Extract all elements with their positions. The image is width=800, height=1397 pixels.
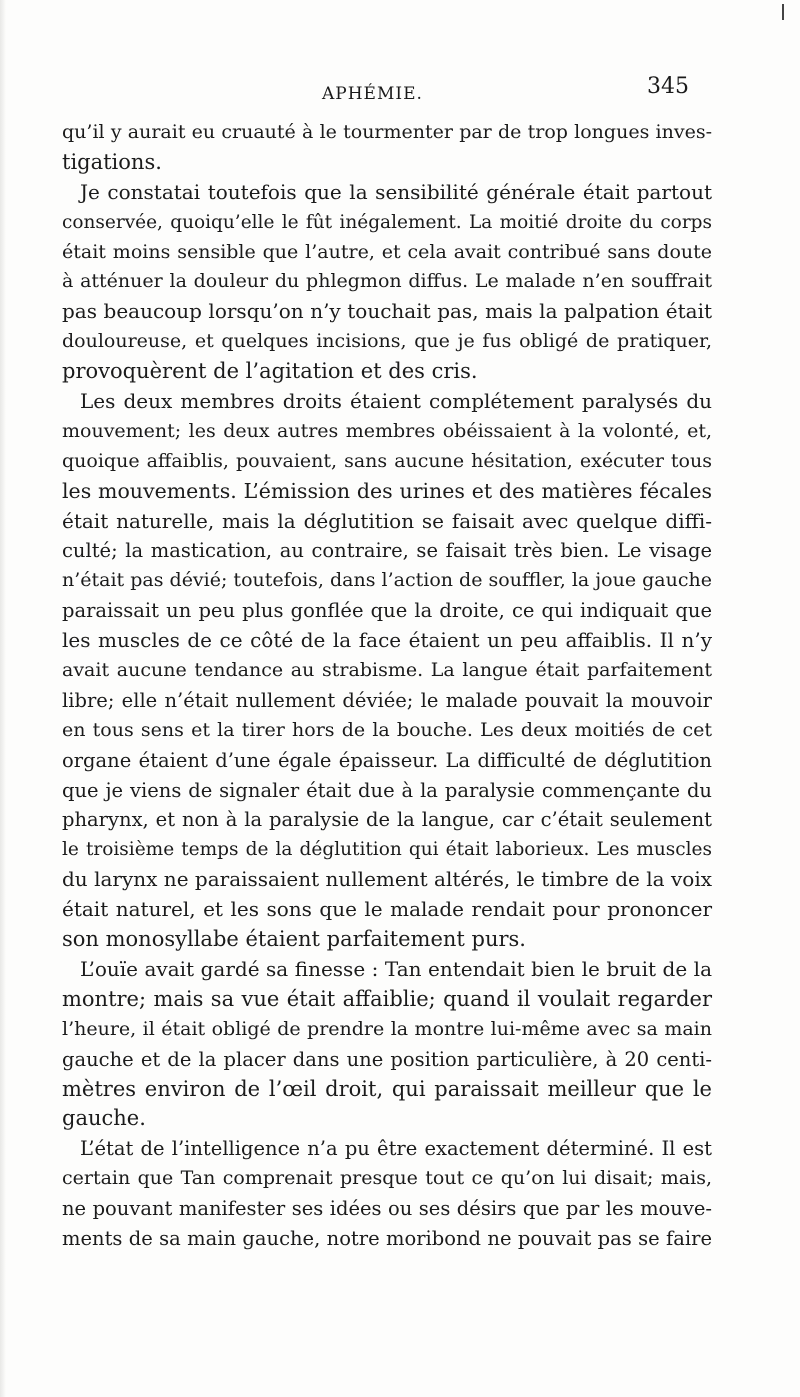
page-edge-shadow — [0, 0, 6, 1397]
text-line: le troisième temps de la déglutition qui était laborieux. Les muscles — [62, 839, 712, 861]
text-line: était naturel, et les sons que le malade rendait pour prononcer — [62, 897, 712, 922]
text-line: tigations. — [62, 149, 162, 174]
text-line: pas beaucoup lorsqu’on n’y touchait pas, mais la palpation était — [62, 299, 712, 324]
text-line: quoique affaiblis, pouvaient, sans aucune hésitation, exécuter tous — [62, 449, 712, 472]
text-line: les muscles de ce côté de la face étaient un peu affaiblis. Il n’y — [62, 628, 712, 653]
text-line: libre; elle n’était nullement déviée; le malade pouvait la mouvoir — [62, 688, 712, 712]
text-line: gauche et de la placer dans une position particulière, à 20 centi- — [62, 1047, 712, 1071]
text-line: que je viens de signaler était due à la paralysie commençante du — [62, 778, 712, 802]
text-line: mètres environ de l’œil droit, qui paraissait meilleur que le — [62, 1076, 712, 1101]
text-line: Les deux membres droits étaient complétement paralysés du — [80, 389, 712, 414]
corner-mark — [782, 4, 784, 20]
text-line: était naturelle, mais la déglutition se faisait avec quelque diffi- — [62, 508, 712, 533]
text-line: paraissait un peu plus gonflée que la droite, ce qui indiquait que — [62, 599, 712, 623]
text-line: montre; mais sa vue était affaiblie; quand il voulait regarder — [62, 986, 712, 1011]
text-line: culté; la mastication, au contraire, se faisait très bien. Le visage — [62, 539, 712, 563]
text-line: qu’il y aurait eu cruauté à le tourmenter par de trop longues inves- — [62, 121, 712, 143]
text-line: douloureuse, et quelques incisions, que je fus obligé de pratiquer, — [62, 330, 712, 353]
text-line: ne pouvant manifester ses idées ou ses désirs que par les mouve- — [62, 1197, 712, 1221]
text-line: mouvement; les deux autres membres obéissaient à la volonté, et, — [62, 419, 712, 442]
running-header: APHÉMIE. — [322, 84, 423, 104]
text-line: Je constatai toutefois que la sensibilité générale était partout — [80, 179, 712, 204]
text-line: provoquèrent de l’agitation et des cris. — [62, 359, 478, 384]
text-line: conservée, quoiqu’elle le fût inégalement. La moitié droite du corps — [62, 211, 712, 233]
text-line: du larynx ne paraissaient nullement altérés, le timbre de la voix — [62, 867, 712, 892]
text-line: L’état de l’intelligence n’a pu être exactement déterminé. Il est — [80, 1137, 712, 1161]
text-line: certain que Tan comprenait presque tout ce qu’on lui disait; mais, — [62, 1167, 712, 1190]
body-text — [62, 118, 712, 1254]
text-line: gauche. — [62, 1106, 146, 1131]
text-line: son monosyllabe étaient parfaitement purs. — [62, 927, 526, 952]
page-number: 345 — [647, 74, 689, 99]
text-line: pharynx, et non à la paralysie de la langue, car c’était seulement — [62, 808, 712, 832]
text-line: avait aucune tendance au strabisme. La langue était parfaitement — [62, 659, 712, 682]
text-line: ments de sa main gauche, notre moribond ne pouvait pas se faire — [62, 1226, 712, 1250]
text-line: en tous sens et la tirer hors de la bouche. Les deux moitiés de cet — [62, 718, 712, 741]
text-line: était moins sensible que l’autre, et cela avait contribué sans doute — [62, 240, 712, 263]
text-line: n’était pas dévié; toutefois, dans l’action de souffler, la joue gauche — [62, 569, 712, 592]
text-line: à atténuer la douleur du phlegmon diffus. Le malade n’en souffrait — [62, 270, 712, 293]
text-line: l’heure, il était obligé de prendre la montre lui-même avec sa main — [62, 1017, 712, 1040]
text-line: organe étaient d’une égale épaisseur. La difficulté de déglutition — [62, 748, 712, 772]
text-line: L’ouïe avait gardé sa finesse : Tan entendait bien le bruit de la — [80, 956, 712, 981]
text-line: les mouvements. L’émission des urines et des matières fécales — [62, 478, 712, 503]
